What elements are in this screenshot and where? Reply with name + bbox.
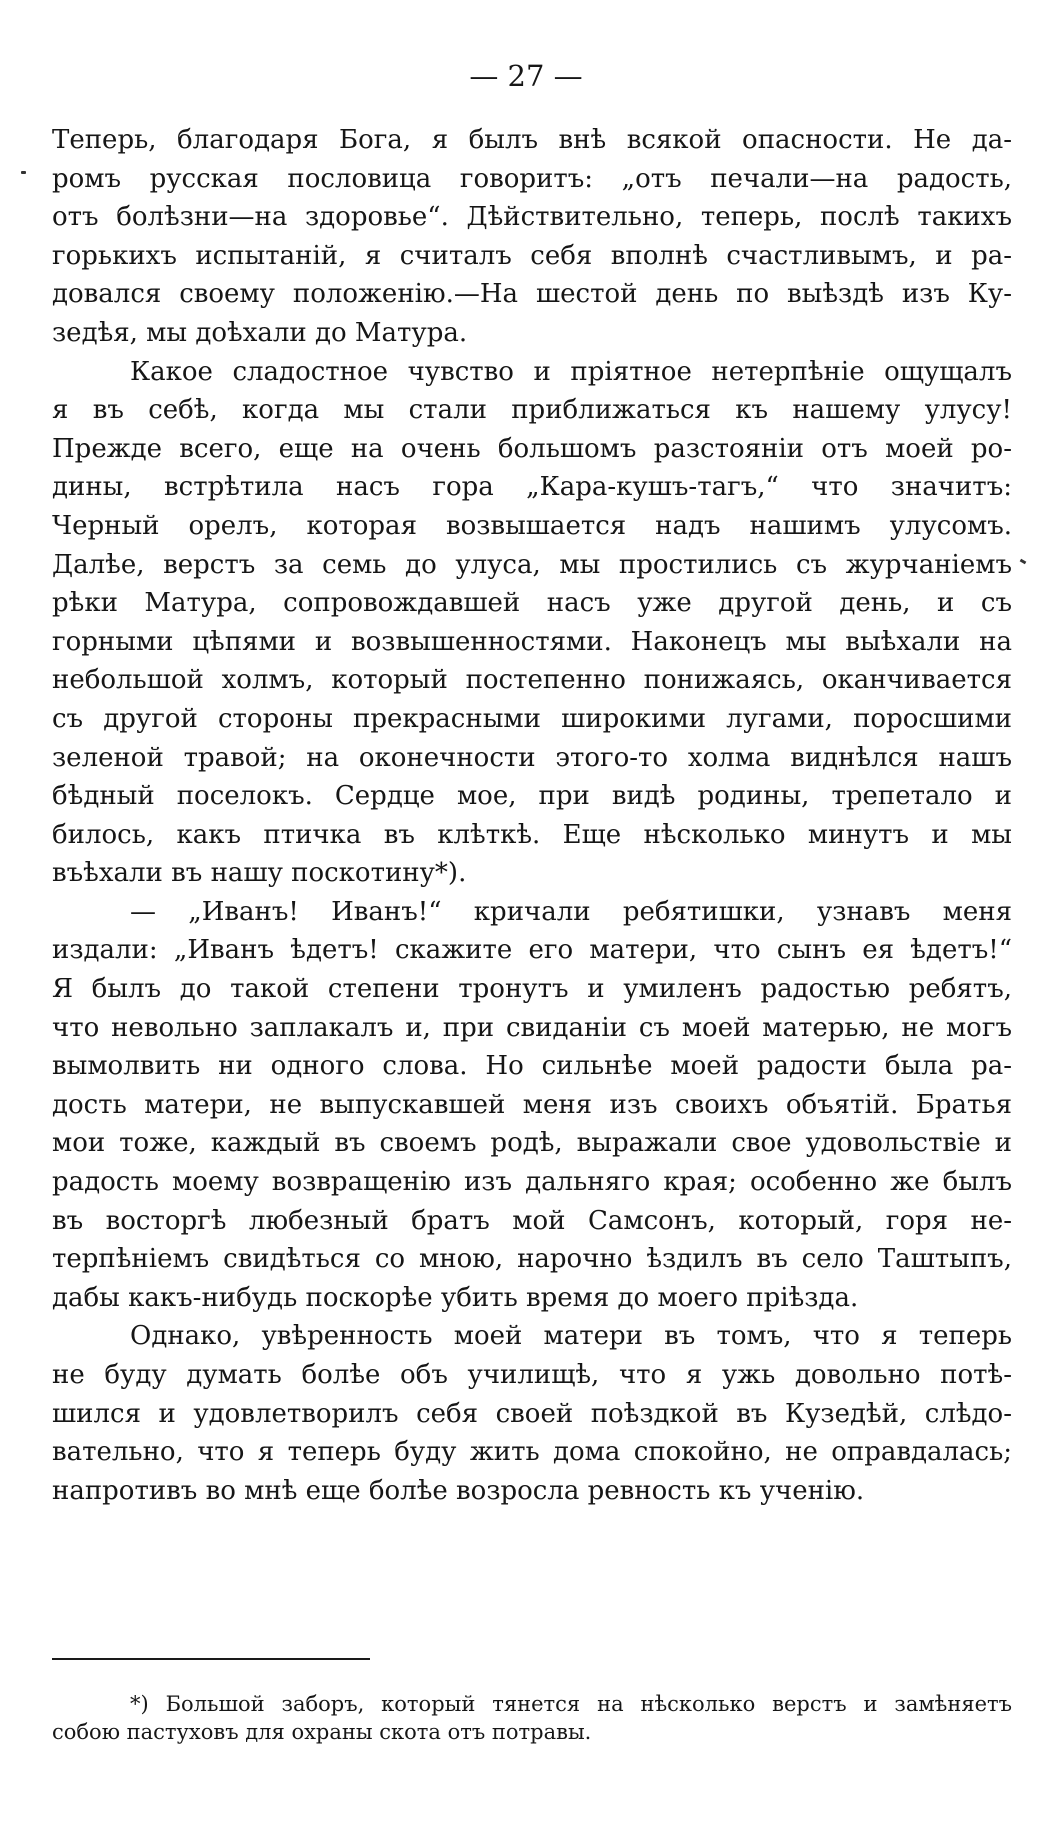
- text-line: Однако, увѣренность моей матери въ томъ, что я теперь: [130, 1321, 1012, 1352]
- text-line: Я былъ до такой степени тронутъ и умиленъ радостью ребятъ,: [52, 974, 1012, 1005]
- text-line: дины, встрѣтила насъ гора „Кара-кушъ-тагъ,“ что значитъ:: [52, 472, 1012, 503]
- text-line: дость матери, не выпускавшей меня изъ своихъ объятій. Братья: [52, 1089, 1012, 1120]
- footnote: [52, 1690, 1012, 1746]
- footnote-divider: [52, 1658, 370, 1660]
- text-line: Черный орелъ, которая возвышается надъ нашимъ улусомъ.: [52, 510, 1012, 541]
- paragraph-3: [52, 893, 1012, 1318]
- paragraph-2: [52, 353, 1012, 893]
- text-line: съ другой стороны прекрасными широкими лугами, поросшими: [52, 703, 1012, 734]
- text-line: не буду думать болѣе объ училищѣ, что я ужь довольно потѣ-: [52, 1360, 1012, 1390]
- text-line: что невольно заплакалъ и, при свиданіи съ моей матерью, не могъ: [52, 1012, 1012, 1043]
- text-line: въ восторгѣ любезный братъ мой Самсонъ, который, горя не-: [52, 1205, 1012, 1236]
- text-line: билось, какъ птичка въ клѣткѣ. Еще нѣсколько минутъ и мы: [52, 819, 1012, 850]
- text-line: вательно, что я теперь буду жить дома спокойно, не оправдалась;: [52, 1437, 1012, 1468]
- text-line: довался своему положенію.—На шестой день по выѣздѣ изъ Ку-: [52, 279, 1012, 310]
- text-line: напротивъ во мнѣ еще болѣе возросла ревность къ ученію.: [52, 1475, 865, 1506]
- paragraph-4: [52, 1317, 1012, 1510]
- text-line: дабы какъ-нибудь поскорѣе убить время до моего пріѣзда.: [52, 1282, 859, 1313]
- margin-speck: [21, 171, 26, 174]
- text-line: рѣки Матура, сопровождавшей насъ уже другой день, и съ: [52, 588, 1012, 619]
- text-line: небольшой холмъ, который постепенно понижаясь, оканчивается: [52, 665, 1012, 696]
- text-line: шился и удовлетворилъ себя своей поѣздкой въ Кузедѣй, слѣдо-: [52, 1398, 1012, 1429]
- text-line: бѣдный поселокъ. Сердце мое, при видѣ родины, трепетало и: [52, 781, 1012, 812]
- text-line: Далѣе, верстъ за семь до улуса, мы простились съ журчаніемъ: [52, 549, 1012, 580]
- paragraph-1: [52, 121, 1012, 353]
- text-line: зеленой травой; на оконечности этого-то холма виднѣлся нашъ: [52, 742, 1012, 773]
- text-line: Какое сладостное чувство и пріятное нетерпѣніе ощущалъ: [130, 356, 1012, 387]
- text-line: я въ себѣ, когда мы стали приближаться къ нашему улусу!: [52, 395, 1012, 426]
- page-number: — 27 —: [469, 59, 583, 93]
- text-line: ромъ русская пословица говоритъ: „отъ печали—на радость,: [52, 163, 1012, 194]
- footnote-line: собою пастуховъ для охраны скота отъ потравы.: [52, 1720, 592, 1744]
- margin-speck-right: [1020, 559, 1027, 565]
- footnote-line: *) Большой заборъ, который тянется на нѣсколько верстъ и замѣняетъ: [130, 1692, 1012, 1716]
- text-line: мои тоже, каждый въ своемъ родѣ, выражали свое удовольствіе и: [52, 1128, 1012, 1159]
- text-line: Прежде всего, еще на очень большомъ разстояніи отъ моей ро-: [52, 433, 1012, 464]
- text-line: радость моему возвращенію изъ дальняго края; особенно же былъ: [52, 1167, 1012, 1198]
- text-line: горными цѣпями и возвышенностями. Наконецъ мы выѣхали на: [52, 626, 1012, 657]
- text-line: вымолвить ни одного слова. Но сильнѣе моей радости была ра-: [52, 1051, 1012, 1082]
- text-line: въѣхали въ нашу поскотину*).: [52, 858, 467, 889]
- text-line: издали: „Иванъ ѣдетъ! скажите его матери, что сынъ ея ѣдетъ!“: [52, 935, 1012, 966]
- text-line: терпѣніемъ свидѣться со мною, нарочно ѣздилъ въ село Таштыпъ,: [52, 1244, 1012, 1275]
- text-line: Теперь, благодаря Бога, я былъ внѣ всякой опасности. Не да-: [52, 125, 1012, 155]
- book-page: [52, 59, 1012, 1510]
- text-line: отъ болѣзни—на здоровье“. Дѣйствительно, теперь, послѣ такихъ: [52, 202, 1012, 233]
- text-line: — „Иванъ! Иванъ!“ кричали ребятишки, узнавъ меня: [130, 896, 1012, 927]
- text-line: зедѣя, мы доѣхали до Матура.: [52, 317, 468, 348]
- text-line: горькихъ испытаній, я считалъ себя вполнѣ счастливымъ, и ра-: [52, 240, 1012, 271]
